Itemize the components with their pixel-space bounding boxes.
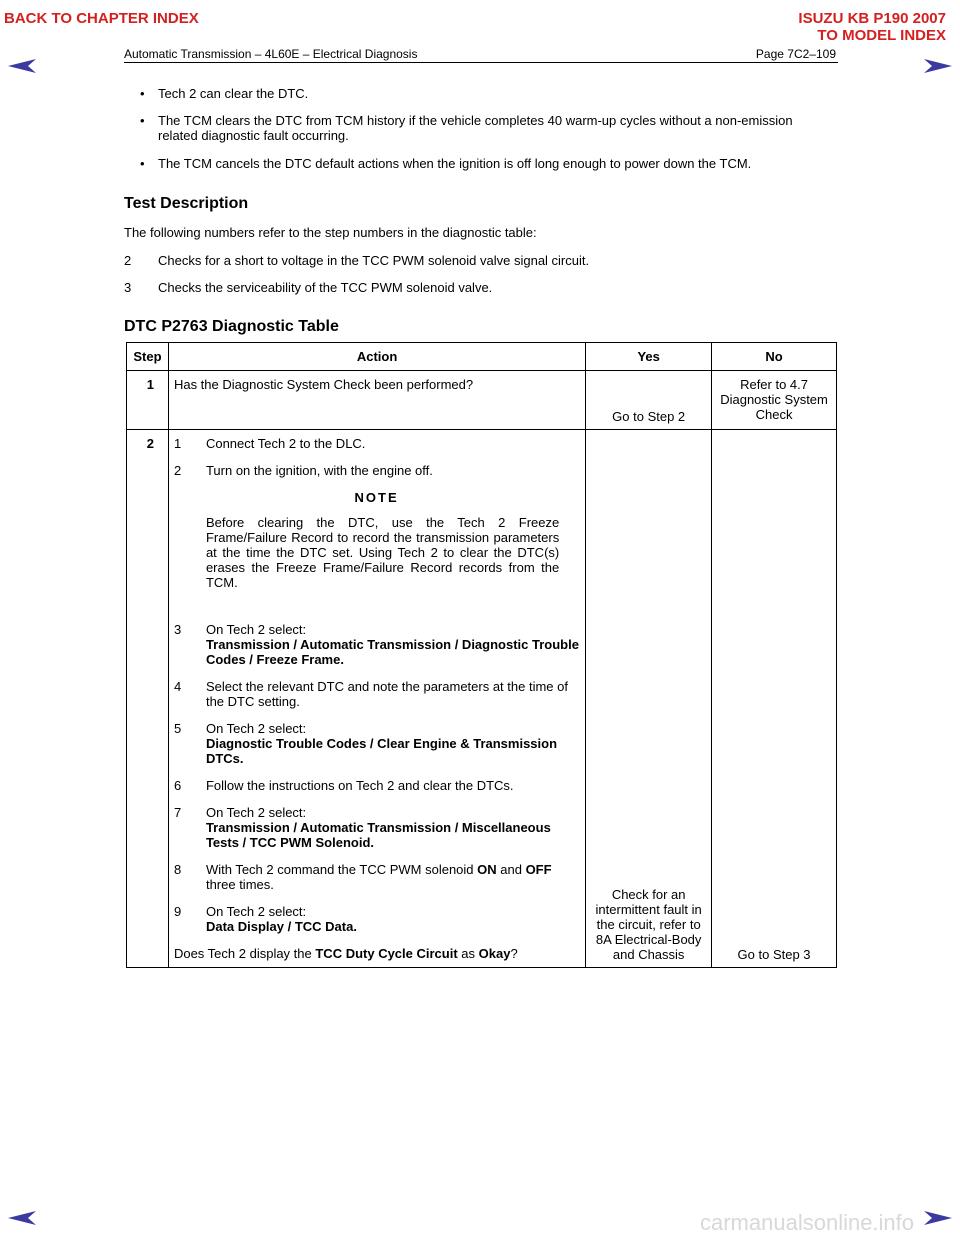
- action-step: 5 On Tech 2 select: Diagnostic Trouble Codes / Clear Engine & Transmission DTCs.: [173, 721, 558, 766]
- col-step: Step: [127, 343, 169, 371]
- step-no: Go to Step 3: [712, 430, 837, 968]
- left-arrow-icon[interactable]: [6, 1208, 38, 1228]
- diagnostic-table: [126, 342, 837, 968]
- test-item: 2: [124, 253, 132, 268]
- back-to-chapter-link[interactable]: BACK TO CHAPTER INDEX: [4, 10, 199, 27]
- header-rule: [124, 62, 838, 63]
- header-title: Automatic Transmission – 4L60E – Electrical Diagnosis: [124, 47, 418, 61]
- action-step: 2 Turn on the ignition, with the engine off.: [173, 463, 433, 478]
- step-action: [168, 430, 585, 968]
- test-description-heading: Test Description: [124, 195, 249, 212]
- table-row: [127, 371, 837, 430]
- table-row: [127, 430, 837, 968]
- step-action: Has the Diagnostic System Check been performed?: [168, 371, 585, 430]
- col-yes: Yes: [586, 343, 712, 371]
- test-item-text: Checks for a short to voltage in the TCC PWM solenoid valve signal circuit.: [158, 253, 590, 268]
- table-heading: DTC P2763 Diagnostic Table: [124, 318, 339, 335]
- left-arrow-icon[interactable]: [6, 56, 38, 76]
- test-item: 3: [124, 280, 132, 295]
- action-step: 3 On Tech 2 select: Transmission / Automatic Transmission / Diagnostic Trouble Codes / Freeze Frame.: [173, 622, 579, 667]
- action-step: 6 Follow the instructions on Tech 2 and clear the DTCs.: [173, 778, 514, 793]
- bullet-item: • Tech 2 can clear the DTC.: [140, 86, 309, 101]
- action-step: 4 Select the relevant DTC and note the parameters at the time of the DTC setting.: [173, 679, 568, 709]
- bullet-item: • The TCM clears the DTC from TCM history if the vehicle completes 40 warm-up cycles without a non-emission related diagnostic fault occurring.: [140, 113, 793, 143]
- test-description-intro: The following numbers refer to the step numbers in the diagnostic table:: [124, 225, 537, 240]
- step-number: 2: [127, 430, 169, 968]
- action-step: 1 Connect Tech 2 to the DLC.: [173, 436, 366, 451]
- step-yes: Check for an intermittent fault in the circuit, refer to 8A Electrical-Body and Chassis: [586, 430, 712, 968]
- bullet-item: • The TCM cancels the DTC default actions when the ignition is off long enough to power down the TCM.: [140, 156, 752, 171]
- page-number: Page 7C2–109: [755, 47, 836, 61]
- step-number: 1: [127, 371, 169, 430]
- note-text: Before clearing the DTC, use the Tech 2 Freeze Frame/Failure Record to record the transmission parameters at the time the DTC set. Using Tech 2 to clear the DTC(s) erases the Freeze Frame/Failure Record records from the TCM.: [205, 515, 560, 590]
- col-action: Action: [168, 343, 585, 371]
- table-header-row: [127, 343, 837, 371]
- step-yes: Go to Step 2: [586, 371, 712, 430]
- vehicle-title: ISUZU KB P190 2007: [798, 10, 946, 27]
- action-question: Does Tech 2 display the TCC Duty Cycle Circuit as Okay?: [173, 946, 518, 961]
- watermark: carmanualsonline.info: [700, 1210, 915, 1235]
- step-no: Refer to 4.7 Diagnostic System Check: [712, 371, 837, 430]
- right-arrow-icon[interactable]: [922, 1208, 954, 1228]
- col-no: No: [712, 343, 837, 371]
- to-model-index-link[interactable]: TO MODEL INDEX: [817, 27, 946, 44]
- action-step: 7 On Tech 2 select: Transmission / Automatic Transmission / Miscellaneous Tests / TCC PWM Solenoid.: [173, 805, 551, 850]
- action-step: 8 With Tech 2 command the TCC PWM solenoid ON and OFF three times.: [173, 862, 552, 892]
- action-step: 9 On Tech 2 select: Data Display / TCC Data.: [173, 904, 357, 934]
- right-arrow-icon[interactable]: [922, 56, 954, 76]
- test-item-text: Checks the serviceability of the TCC PWM solenoid valve.: [158, 280, 493, 295]
- note-title: NOTE: [354, 490, 399, 505]
- model-index-block[interactable]: [798, 10, 946, 44]
